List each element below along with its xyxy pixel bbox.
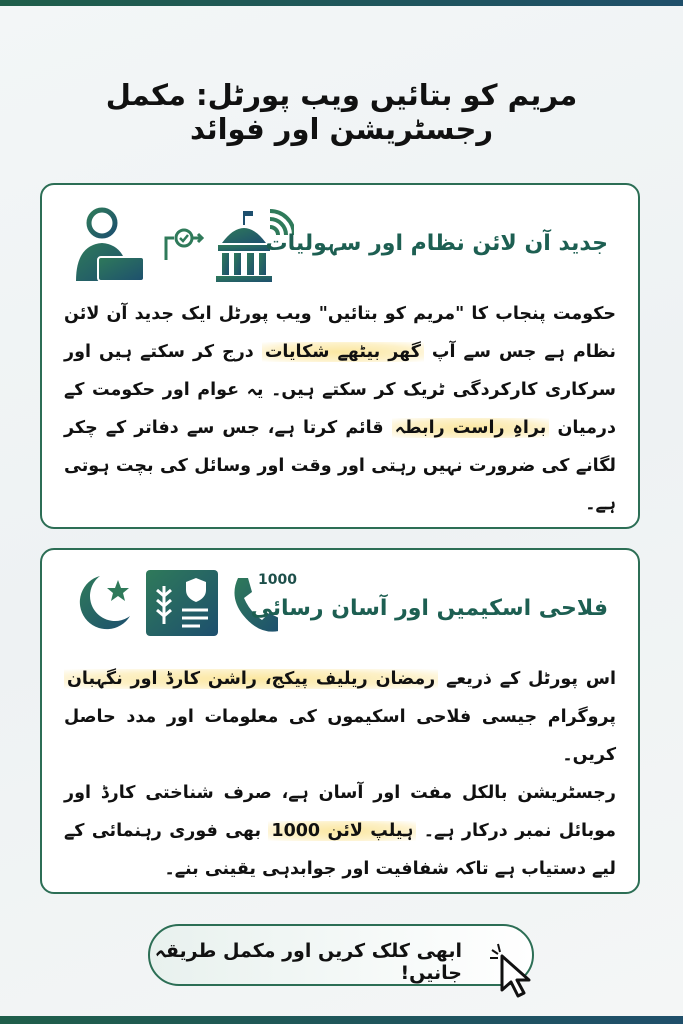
section-heading: جدید آن لائن نظام اور سہولیات bbox=[265, 231, 608, 256]
text: درج کر سکتے ہیں اور سرکاری کارکردگی ٹریک کر سکتے ہیں۔ یہ عوام اور حکومت کے درمیان bbox=[64, 342, 616, 438]
paragraph-2 bbox=[64, 774, 616, 888]
highlight: ہیلپ لائن 1000 bbox=[268, 821, 416, 841]
online-system-card bbox=[40, 183, 640, 529]
highlight: رمضان ریلیف پیکج، راشن کارڈ اور نگہبان bbox=[64, 669, 438, 689]
top-accent-bar bbox=[0, 0, 683, 6]
text: حکومت پنجاب کا "مریم کو بتائیں" ویب پورٹل ایک جدید آن لائن نظام ہے جس سے آپ bbox=[64, 304, 616, 362]
paragraph-1 bbox=[64, 660, 616, 774]
text: رجسٹریشن بالکل مفت اور آسان ہے، صرف شناختی کارڈ اور موبائل نمبر درکار ہے۔ bbox=[64, 783, 616, 841]
section-paragraph bbox=[64, 295, 616, 523]
helpline-number: 1000 bbox=[258, 572, 297, 588]
text: قائم کرتا ہے، جس سے دفاتر کے چکر لگانے کی ضرورت نہیں رہتی اور وقت اور وسائل کی بچت ہوتی ہے۔ bbox=[64, 418, 616, 514]
user-laptop-icon bbox=[70, 205, 154, 283]
text: پروگرام جیسی فلاحی اسکیموں کی معلومات اور مدد حاصل کریں۔ bbox=[64, 707, 616, 765]
section-paragraphs bbox=[64, 660, 616, 888]
bottom-accent-bar bbox=[0, 1016, 683, 1024]
page-title: مریم کو بتائیں ویب پورٹل: مکمل رجسٹریشن اور فوائد bbox=[105, 78, 578, 146]
welfare-schemes-card bbox=[40, 548, 640, 894]
highlight: براہِ راست رابطہ bbox=[392, 418, 550, 438]
section-heading: فلاحی اسکیمیں اور آسان رسائی bbox=[250, 596, 608, 621]
cursor-click-icon bbox=[488, 942, 538, 998]
crescent-star-icon bbox=[70, 570, 136, 636]
text: اس پورٹل کے ذریعے bbox=[438, 669, 616, 689]
highlight: گھر بیٹھے شکایات bbox=[262, 342, 424, 362]
check-arrow-icon bbox=[164, 224, 204, 264]
cta-label: ابھی کلک کریں اور مکمل طریقہ جانیں! bbox=[154, 940, 462, 984]
ration-card-icon bbox=[146, 570, 218, 636]
learn-more-button[interactable] bbox=[148, 924, 534, 986]
text: بھی فوری رہنمائی کے لیے دستیاب ہے تاکہ شفافیت اور جوابدہی یقینی بنے۔ bbox=[64, 821, 616, 879]
